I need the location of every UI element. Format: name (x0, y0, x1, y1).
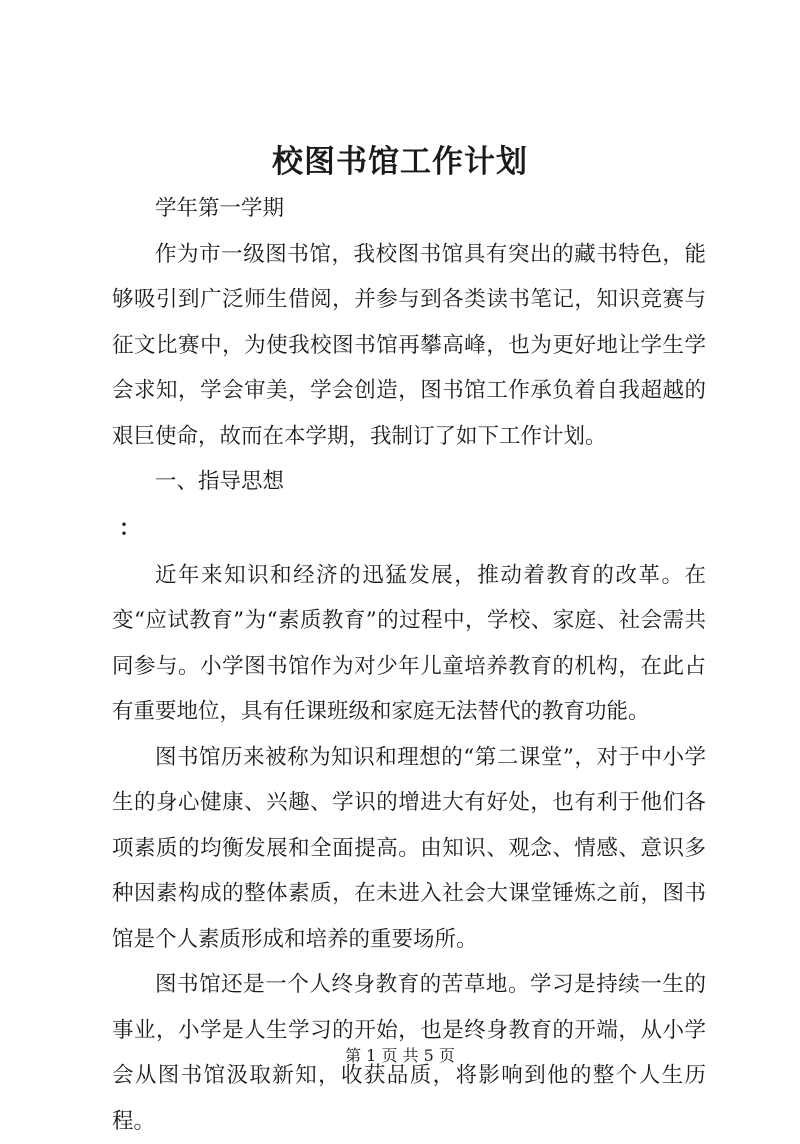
document-title: 校图书馆工作计划 (272, 144, 528, 180)
paragraph-education-reform: 近年来知识和经济的迅猛发展，推动着教育的改革。在变“应试教育”为“素质教育”的过程中，学校、家庭、社会需共同参与。小学图书馆作为对少年儿童培养教育的机构，在此占有重要地位，具有任课班级和家庭无法替代的教育功能。 (112, 562, 706, 724)
document-body (112, 186, 706, 1144)
intro-paragraph: 作为市一级图书馆，我校图书馆具有突出的藏书特色，能够吸引到广泛师生借阅，并参与到各类读书笔记，知识竞赛与征文比赛中，为使我校图书馆再攀高峰，也为更好地让学生学会求知，学会审美，学会创造，图书馆工作承负着自我超越的艰巨使命，故而在本学期，我制订了如下工作计划。 (112, 241, 706, 449)
colon-line: ： (119, 515, 141, 541)
page-footer: 第 1 页 共 5 页 (345, 1046, 455, 1065)
paragraph-second-classroom: 图书馆历来被称为知识和理想的“第二课堂”，对于中小学生的身心健康、兴趣、学识的增进大有好处，也有利于他们各项素质的均衡发展和全面提高。由知识、观念、情感、意识多种因素构成的整体素质，在未进入社会大课堂锤炼之前，图书馆是个人素质形成和培养的重要场所。 (112, 744, 706, 952)
section-heading-guiding-thought: 一、指导思想 (155, 469, 285, 494)
paragraph-lifelong-education: 图书馆还是一个人终身教育的苦草地。学习是持续一生的事业，小学是人生学习的开始，也是终身教育的开端，从小学会从图书馆汲取新知，收获品质，将影响到他的整个人生历程。 (112, 972, 706, 1134)
semester-line: 学年第一学期 (155, 196, 285, 221)
